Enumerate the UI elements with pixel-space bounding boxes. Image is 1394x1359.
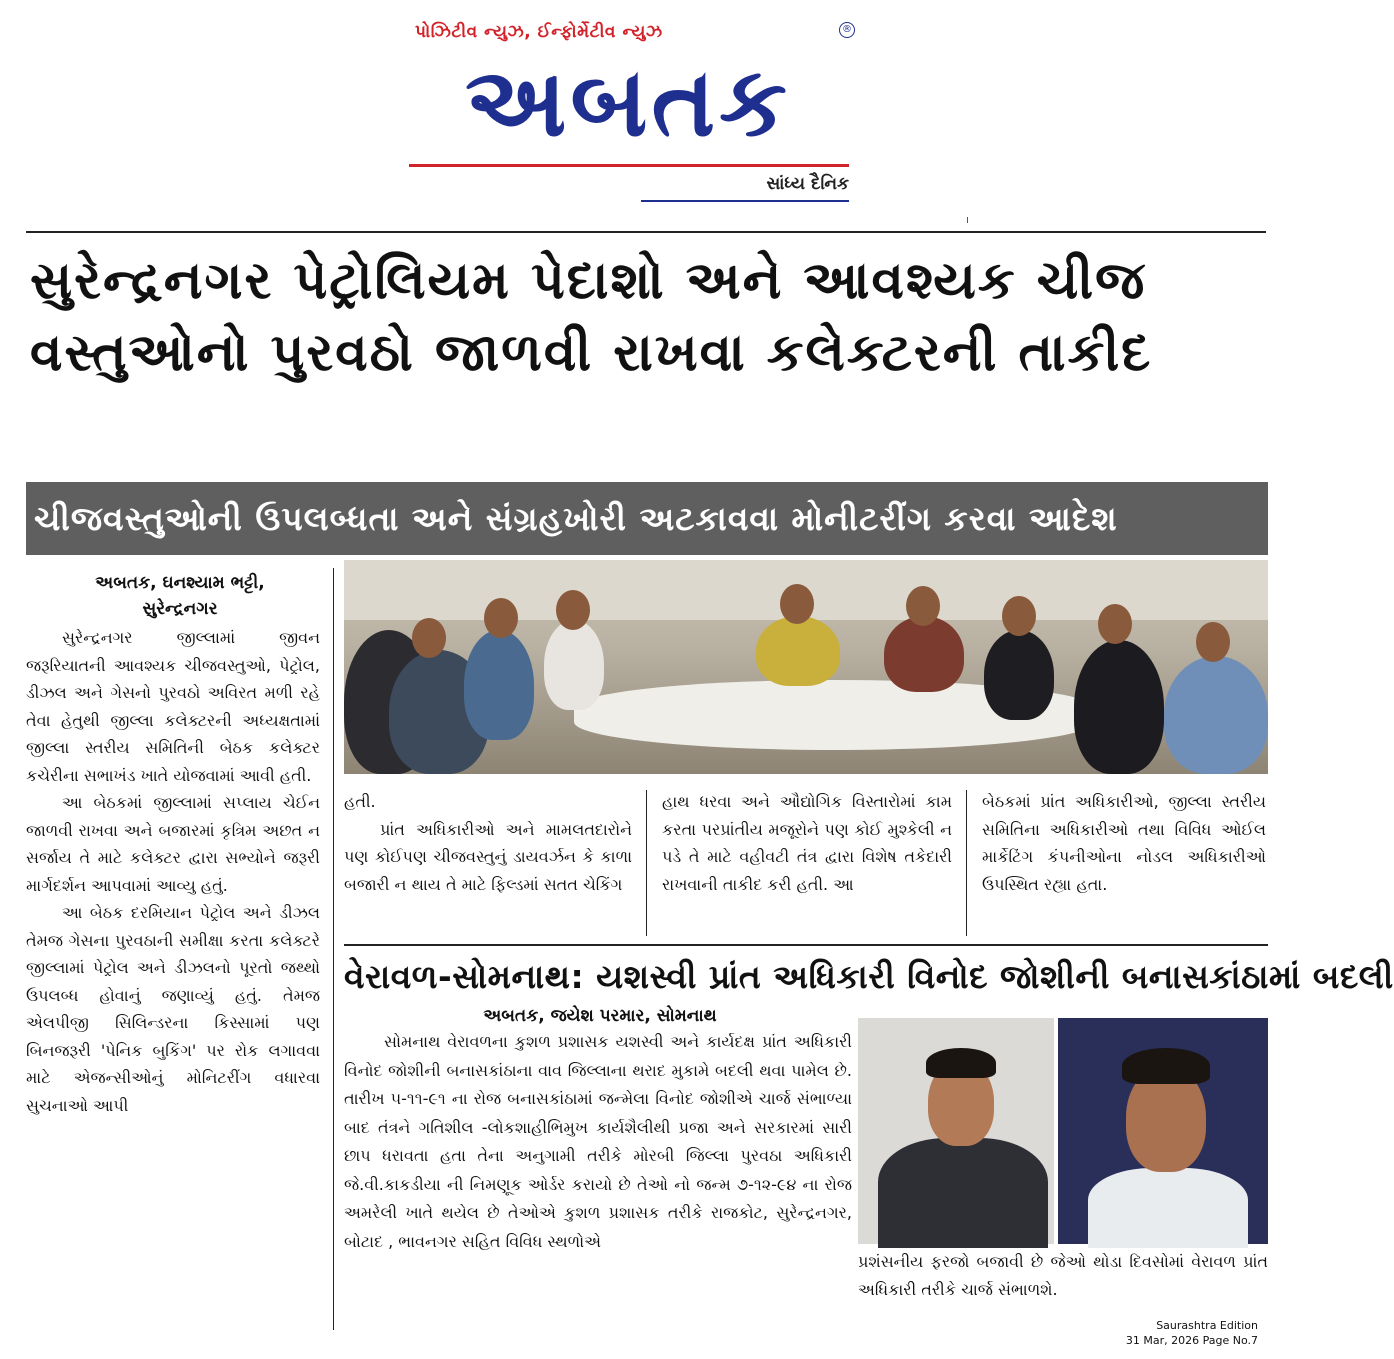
photo-head [780,584,814,624]
photo-head [1196,622,1230,662]
story2-headline: વેરાવળ-સોમનાથ: યશસ્વી પ્રાંત અધિકારી વિનોદ જોશીની બનાસકાંઠામાં બદલી [344,957,1394,996]
photo-head [1002,596,1036,636]
photo-person [1164,656,1268,774]
photo-hair [1122,1048,1210,1084]
main-headline [30,245,1266,389]
masthead-tagline: પોઝિટીવ ન્યુઝ, ઈન્ફોર્મેટીવ ન્યુઝ [415,22,663,42]
story1-column-b [344,788,632,936]
top-divider [26,231,1266,233]
subtitle-underline [641,200,849,202]
edition-label: Saurashtra Edition [1156,1319,1258,1332]
photo-shirt [1088,1168,1248,1248]
column-divider [966,790,967,936]
story2-body-continued: પ્રશંસનીય ફરજો બજાવી છે જેઓ થોડા દિવસોમાં વેરાવળ પ્રાંત અધિકારી તરીકે ચાર્જ સંભાળશે. [858,1252,1268,1299]
photo-person [464,630,534,740]
logo-underline [409,164,849,167]
story-divider [344,944,1268,946]
photo-person [544,620,604,710]
photo-head [556,590,590,630]
photo-shirt [878,1138,1048,1248]
subheadline-bar: ચીજવસ્તુઓની ઉપલબ્ધતા અને સંગ્રહખોરી અટકાવવા મોનીટરીંગ કરવા આદેશ [26,482,1268,555]
masthead [405,18,855,208]
masthead-tick [967,217,968,223]
byline-location: સુરેન્દ્રનગર [142,599,218,619]
photo-person [756,616,840,686]
column-divider [646,790,647,936]
story2-body [344,1028,852,1324]
meeting-photo [344,560,1268,774]
byline-reporter: અબતક, ઘનશ્યામ ભટ્ટી, [95,573,265,593]
paragraph: સોમનાથ વેરાવળના કુશળ પ્રશાસક યશસ્વી અને કાર્યદક્ષ પ્રાંત અધિકારી વિનોદ જોશીની બનાસકાંઠાના વાવ જિલ્લાના થરાદ મુકામે બદલી થવા પામેલ છે. તારીખ ૫-૧૧-૯૧ ના રોજ બનાસકાંઠામાં જન્મેલા વિનોદ જોશીએ ચાર્જ સંભાળ્યા બાદ તંત્રને ગતિશીલ -લોકશાહીભિમુખ કાર્યશૈલીથી પ્રજા અને સરકારમાં સારી છાપ ધરાવતા હતા તેના અનુગામી તરીકે મોરબી જિલ્લા પુરવઠા અધિકારી જે.વી.કાકડીયા ની નિમણૂક ઓર્ડર કરાયો છે તેઓ નો જન્મ ૭-૧૨-૯૪ ના રોજ અમરેલી ખાતે થયેલ છે તેઓએ કુશળ પ્રશાસક તરીકે રાજકોટ, સુરેન્દ્રનગર, બોટાદ , ભાવનગર સહિત વિવિધ સ્થળોએ [344,1032,852,1251]
story1-column-a [26,624,320,1334]
photo-person [984,630,1054,720]
paragraph: આ બેઠકમાં જીલ્લામાં સપ્લાય ચેઈન જાળવી રાખવા અને બજારમાં કૃત્રિમ અછત ન સર્જાય તે માટે કલેક્ટર દ્વારા સભ્યોને જરૂરી માર્ગદર્શન આપવામાં આવ્યુ હતું. [26,793,320,895]
official-portrait-photo [858,1018,1054,1244]
story1-column-d: બેઠકમાં પ્રાંત અધિકારીઓ, જીલ્લા સ્તરીય સમિતિના અધિકારીઓ તથા વિવિધ ઓઈલ માર્કેટિંગ કંપનીઓના નોડલ અધિકારીઓ ઉપસ્થિત રહ્યા હતા. [982,792,1266,894]
page-footer [1126,1318,1258,1348]
photo-head [906,586,940,626]
photo-head [1098,604,1132,644]
paragraph: હતી. [344,792,376,811]
headline-line-2: વસ્તુઓનો પુરવઠો જાળવી રાખવા કલેક્ટરની તાકીદ [30,323,1153,383]
successor-portrait-photo [1058,1018,1268,1244]
date-page-label: 31 Mar, 2026 Page No.7 [1125,1334,1258,1347]
column-divider [333,568,334,1330]
paragraph: સુરેન્દ્રનગર જીલ્લામાં જીવન જરૂરિયાતની આવશ્યક ચીજવસ્તુઓ, પેટ્રોલ, ડીઝલ અને ગેસનો પુરવઠો અવિરત મળી રહે તેવા હેતુથી જીલ્લા કલેક્ટરની અધ્યક્ષતામાં જીલ્લા સ્તરીય સમિતિની બેઠક કલેક્ટર કચેરીના સભાખંડ ખાતે યોજવામાં આવી હતી. [26,628,320,785]
paragraph: પ્રાંત અધિકારીઓ અને મામલતદારોને પણ કોઈપણ ચીજવસ્તુનું ડાયવર્ઝન કે કાળા બજારી ન થાય તે માટે ફિલ્ડમાં સતત ચેકિંગ [344,819,632,894]
story1-byline [30,570,330,622]
photo-head [484,598,518,638]
newspaper-logo: અબતક [465,46,791,158]
photo-person [884,616,964,692]
masthead-subtitle: સાંધ્ય દૈનિક [766,174,849,194]
photo-hair [926,1048,996,1078]
paragraph: આ બેઠક દરમિયાન પેટ્રોલ અને ડીઝલ તેમજ ગેસના પુરવઠાની સમીક્ષા કરતા કલેક્ટરે જીલ્લામાં પેટ્રોલ અને ડીઝલનો પૂરતો જથ્થો ઉપલબ્ધ હોવાનું જણાવ્યું હતું. તેમજ એલપીજી સિલિન્ડરના કિસ્સામાં પણ બિનજરૂરી 'પેનિક બુકિંગ' પર રોક લગાવવા માટે એજન્સીઓનું મોનિટરીંગ વધારવા સુચનાઓ આપી [26,903,320,1115]
photo-person [1074,640,1164,774]
headline-line-1: સુરેન્દ્રનગર પેટ્રોલિયમ પેદાશો અને આવશ્યક ચીજ [30,251,1147,311]
story2-byline: અબતક, જયેશ પરમાર, સોમનાથ [483,1006,717,1026]
photo-head [412,618,446,658]
story1-column-c: હાથ ધરવા અને ઔદ્યોગિક વિસ્તારોમાં કામ કરતા પરપ્રાંતીય મજૂરોને પણ કોઈ મુશ્કેલી ન પડે તે માટે વહીવટી તંત્ર દ્વારા વિશેષ તકેદારી રાખવાની તાકીદ કરી હતી. આ [662,792,952,894]
registered-mark-icon: ® [839,22,855,38]
